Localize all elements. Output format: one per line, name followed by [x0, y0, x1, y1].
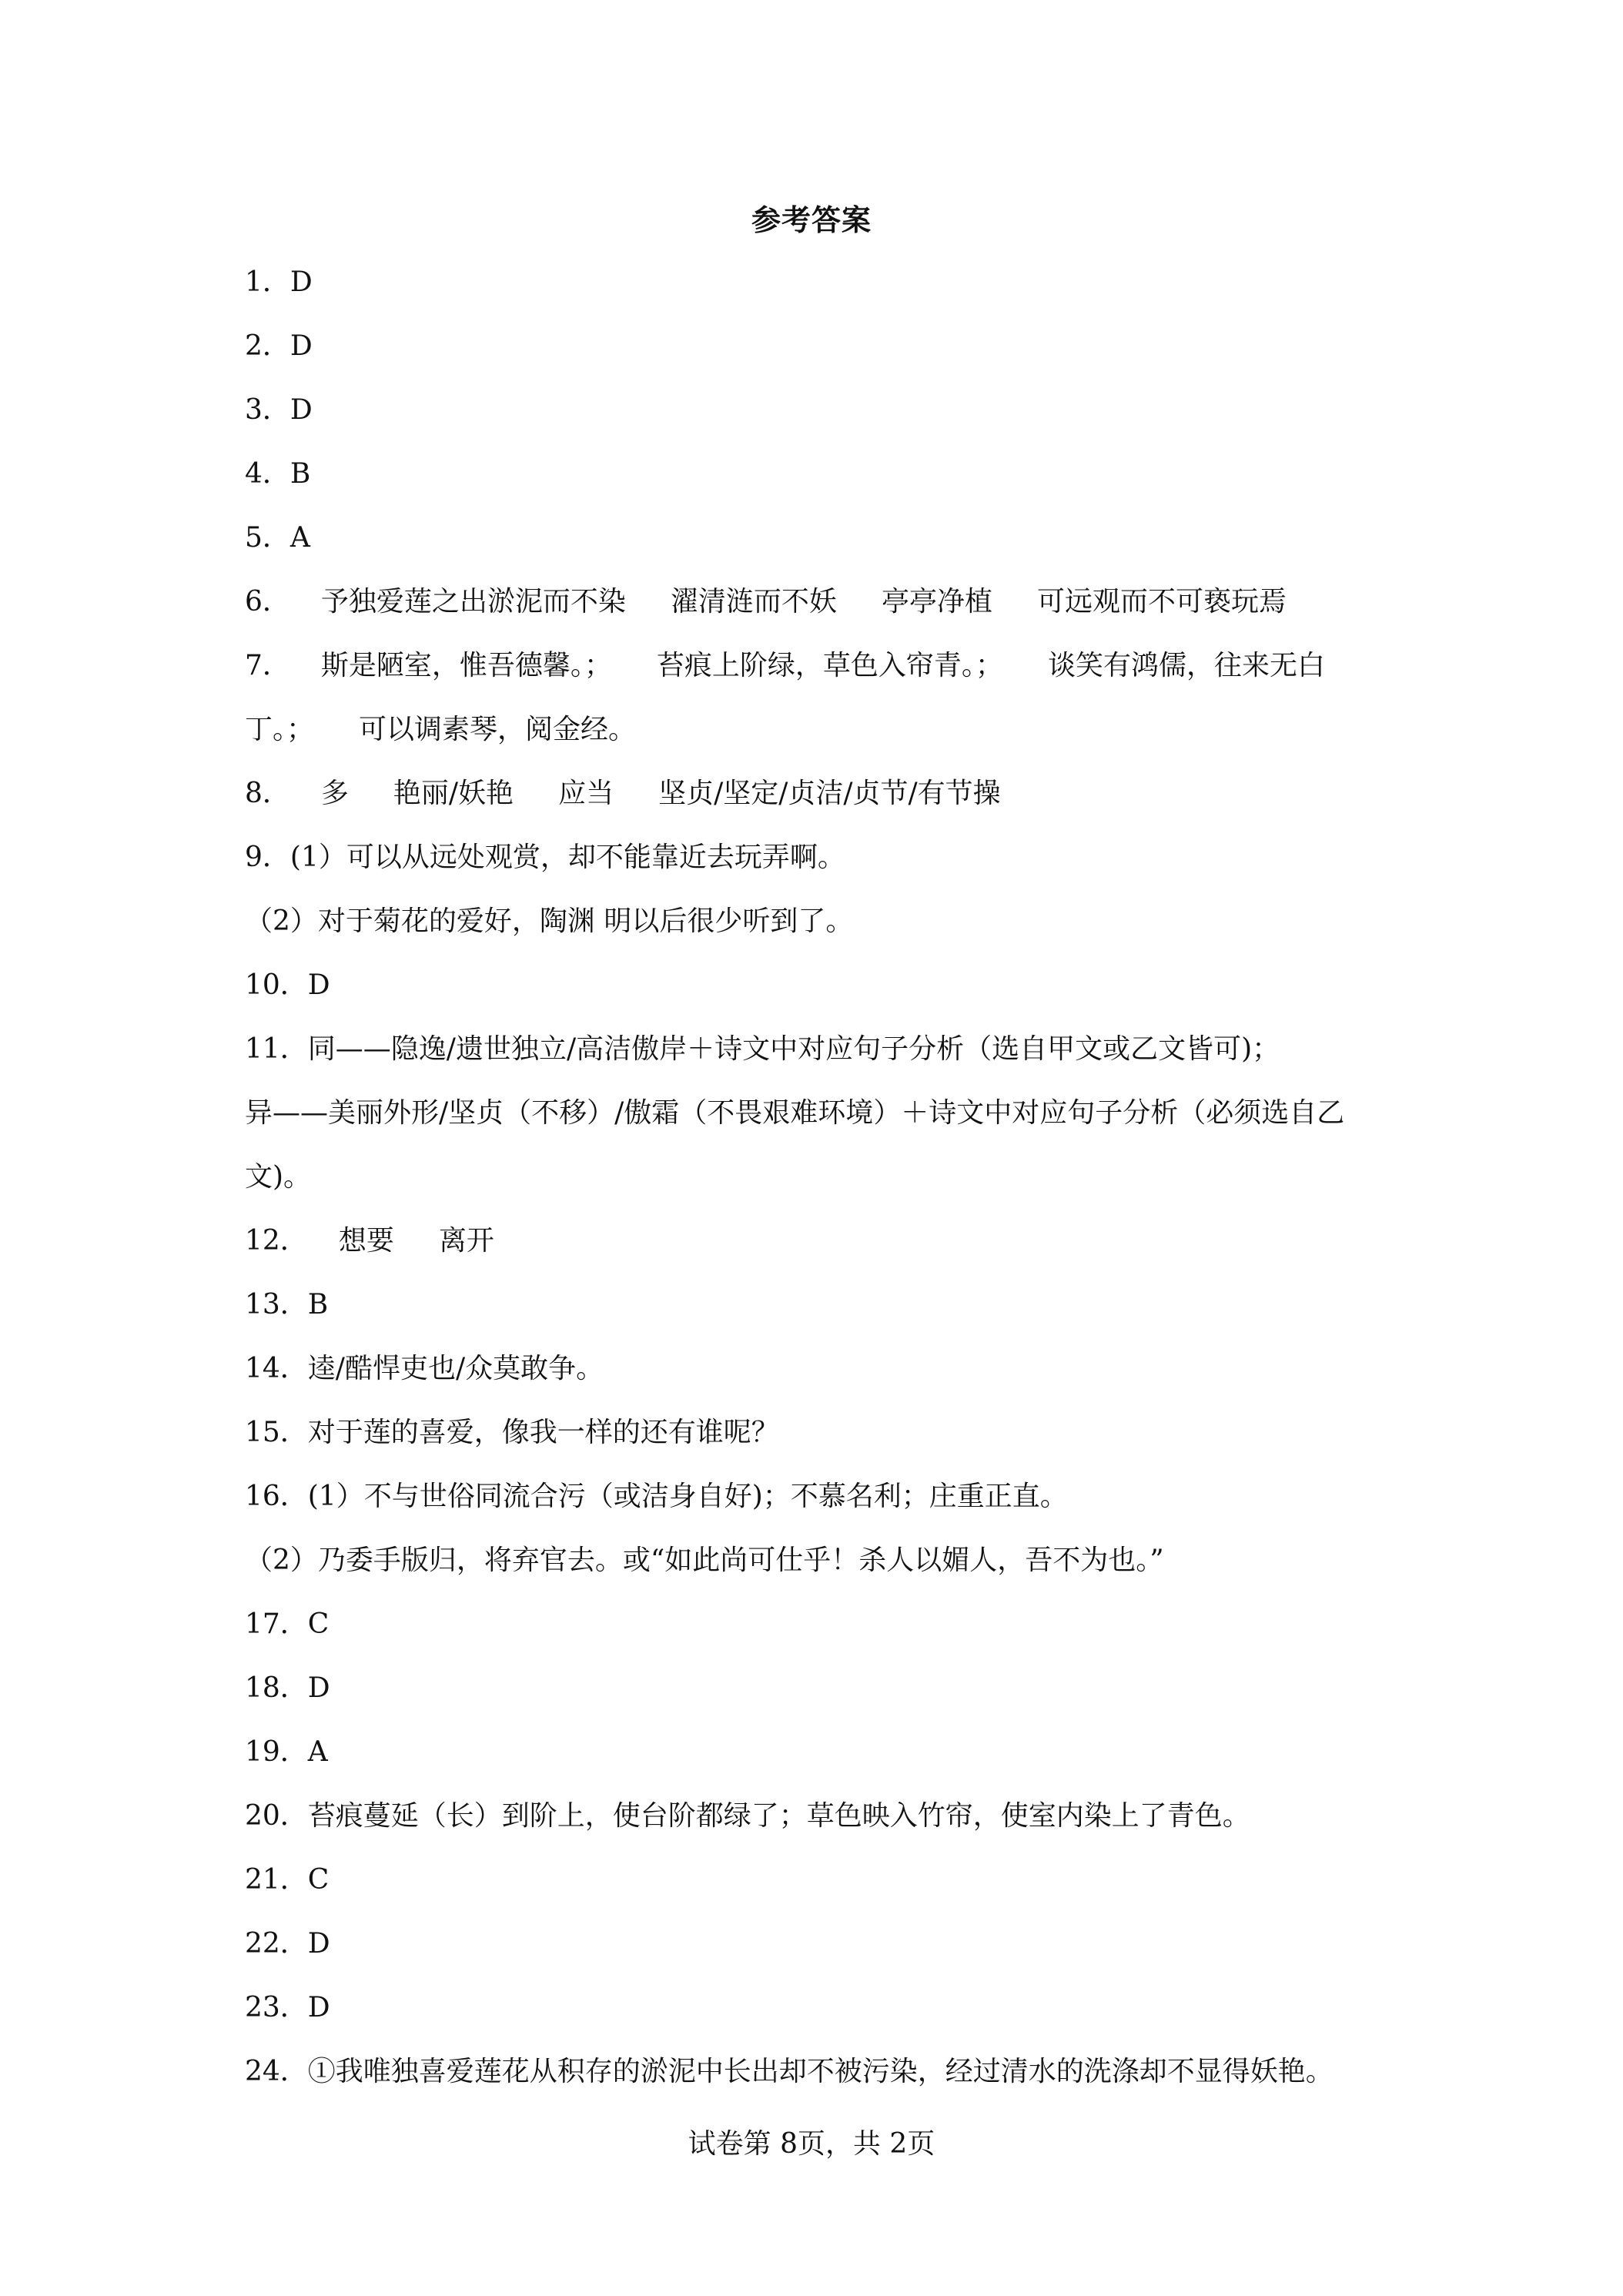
answer-11-2: 异——美丽外形/坚贞（不移）/傲霜（不畏艰难环境）＋诗文中对应句子分析（必须选自乙	[245, 1097, 1345, 1129]
answer-22: 22．D	[245, 1928, 330, 1960]
answer-8-part-1: 多	[320, 778, 349, 809]
answer-6-part-2: 濯清涟而不妖	[670, 586, 837, 618]
answer-1: 1．D	[245, 266, 313, 298]
answer-7-part-3: 谈笑有鸿儒，往来无白	[1047, 650, 1325, 681]
answer-2: 2．D	[245, 330, 313, 362]
answer-16-1: 16．(1）不与世俗同流合污（或洁身自好)；不慕名利；庄重正直。	[245, 1481, 1068, 1512]
answer-15: 15．对于莲的喜爱，像我一样的还有谁呢？	[245, 1417, 779, 1448]
answer-8-number: 8．	[245, 778, 290, 809]
answer-9-2: （2）对于菊花的爱好，陶渊 明以后很少听到了。	[245, 905, 854, 937]
answer-3: 3．D	[245, 394, 313, 426]
answer-7	[245, 634, 1400, 698]
answer-14: 14．逵/酷悍吏也/众莫敢争。	[245, 1353, 604, 1384]
answer-6-number: 6．	[245, 586, 290, 618]
answer-7-continued	[245, 698, 1400, 761]
answer-8-part-3: 应当	[558, 778, 614, 809]
answer-11-1: 11．同——隐逸/遗世独立/高洁傲岸＋诗文中对应句子分析（选自甲文或乙文皆可)；	[245, 1033, 1280, 1065]
answer-13: 13．B	[245, 1289, 329, 1320]
answer-6-part-3: 亭亭净植	[881, 586, 992, 618]
answer-17: 17．C	[245, 1608, 330, 1640]
answer-7-part-2: 苔痕上阶绿，草色入帘青。；	[656, 650, 1003, 681]
answer-21: 21．C	[245, 1864, 330, 1896]
answer-23: 23．D	[245, 1992, 330, 2023]
page-footer: 试卷第 8页，共 2页	[688, 2128, 935, 2160]
answer-8-part-2: 艳丽/妖艳	[393, 778, 514, 809]
answer-24: 24．①我唯独喜爱莲花从积存的淤泥中长出却不被污染，经过清水的洗涤却不显得妖艳。	[245, 2056, 1334, 2087]
answer-20: 20．苔痕蔓延（长）到阶上，使台阶都绿了；草色映入竹帘，使室内染上了青色。	[245, 1800, 1250, 1832]
answer-7-cont: 丁。；	[245, 714, 315, 745]
answer-11-3: 文)。	[245, 1161, 312, 1193]
answer-19: 19．A	[245, 1736, 328, 1768]
answer-7-part-1: 斯是陋室，惟吾德馨。；	[320, 650, 612, 681]
answer-18: 18．D	[245, 1672, 330, 1704]
answer-8	[245, 761, 1400, 825]
answer-12-part-1: 想要	[338, 1225, 394, 1257]
answer-7-part-4: 可以调素琴，阅金经。	[359, 714, 637, 745]
answer-10: 10．D	[245, 969, 330, 1001]
answer-12	[245, 1209, 1400, 1273]
answer-4: 4．B	[245, 458, 311, 490]
answer-6-part-1: 予独爱莲之出淤泥而不染	[320, 586, 626, 618]
answer-8-part-4: 坚贞/坚定/贞洁/贞节/有节操	[658, 778, 1001, 809]
answer-6-part-4: 可远观而不可亵玩焉	[1036, 586, 1287, 618]
answer-6	[245, 570, 1400, 634]
answer-9-1: 9．(1）可以从远处观赏，却不能靠近去玩弄啊。	[245, 842, 845, 873]
answer-list	[245, 250, 1400, 2104]
answer-16-2: （2）乃委手版归，将弃官去。或“如此尚可仕乎！杀人以媚人，吾不为也。”	[245, 1545, 1164, 1576]
answer-12-number: 12．	[245, 1225, 308, 1257]
answer-5: 5．A	[245, 522, 310, 554]
answer-7-number: 7．	[245, 650, 290, 681]
page-title: 参考答案	[751, 202, 872, 237]
answer-12-part-2: 离开	[438, 1225, 494, 1257]
